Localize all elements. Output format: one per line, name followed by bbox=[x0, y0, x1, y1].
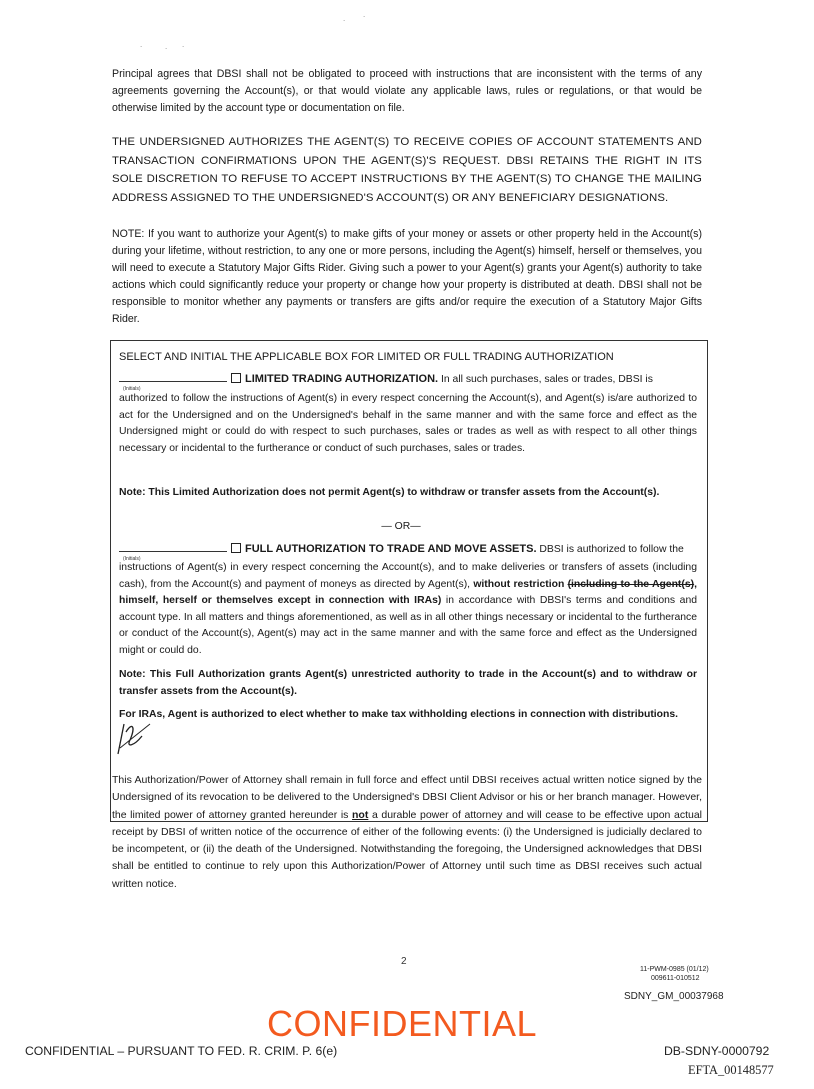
limited-initials-line[interactable] bbox=[119, 371, 227, 382]
footer-confidential-notice: CONFIDENTIAL – PURSUANT TO FED. R. CRIM. P. 6(e) bbox=[25, 1044, 338, 1058]
efta-number: EFTA_00148577 bbox=[688, 1063, 774, 1077]
or-separator: — OR— bbox=[381, 521, 421, 532]
limited-checkbox[interactable] bbox=[231, 373, 241, 383]
ira-note: For IRAs, Agent is authorized to elect whether to make tax withholding elections in connection with distributions. bbox=[119, 709, 679, 720]
principal-paragraph: Principal agrees that DBSI shall not be obligated to proceed with instructions that are inconsistent with the terms of any agreements governing the Account(s), or that would violate any applicable laws, rules or regulations, or that would be otherwise limited by the account type or documentation on file. bbox=[112, 68, 702, 114]
full-text-first: DBSI is authorized to follow the bbox=[539, 544, 684, 555]
limited-authorization-paragraph bbox=[119, 371, 697, 389]
limited-authorization-body: authorized to follow the instructions of Agent(s) in every respect concerning the Account(s), and Agent(s) is/are authorized to act for the Undersigned and on the Undersigned's behalf in the same manner and with the same force and effect as the Undersigned might or could do with respect to such purchases, sales or trades as well as with respect to all other things necessary or incidental to the furtherance or conduct of such purchases, sales or trades. bbox=[119, 393, 697, 454]
full-checkbox[interactable] bbox=[231, 543, 241, 553]
full-initials-label: (Initials) bbox=[123, 556, 141, 562]
handwritten-initials-signature bbox=[112, 718, 162, 758]
final-text-a: This Authorization/Power of Attorney shall remain in full force and effect until DBSI receives actual written notice signed by the Undersigned of its revocation to be delivered to the Undersigned's DBSI Client Advisor or his or her branch manager. However, the limited power of attorney granted hereunder is bbox=[112, 774, 702, 821]
bates-number-sdny: SDNY_GM_00037968 bbox=[624, 991, 724, 1002]
footer-bates-number: DB-SDNY-0000792 bbox=[664, 1044, 770, 1058]
form-sub-code: 009611-010512 bbox=[651, 975, 700, 982]
confidential-stamp: CONFIDENTIAL bbox=[267, 1003, 538, 1044]
full-text-struck: (including to the Agent(s) bbox=[567, 578, 695, 590]
limited-note: Note: This Limited Authorization does not permit Agent(s) to withdraw or transfer assets from the Account(s). bbox=[119, 487, 660, 498]
final-text-b: a durable power of attorney and will cease to be effective upon actual receipt by DBSI of written notice of the occurrence of either of the following events: (i) the Undersigned is judicially declared to be incompetent, or (ii) the death of the Undersigned. Notwithstanding the foregoing, the Undersigned acknowledges that DBSI shall be entitled to continue to rely upon this Authorization/Power of Attorney until such time as DBSI receives such actual written notice. bbox=[112, 808, 703, 890]
gifts-note-paragraph: NOTE: If you want to authorize your Agent(s) to make gifts of your money or assets or other property held in the Account(s) during your lifetime, without restriction, to any one or more persons, including the Agent(s) himself, herself or themselves, you will need to execute a Statutory Major Gifts Rider. Giving such a power to your Agent(s) grants your Agent(s) authority to take actions which could significantly reduce your property or change how your property is distributed at death. DBSI shall not be responsible to monitor whether any payments or transfers are gifts and/or require the execution of a Statutory Major Gifts Rider. bbox=[112, 228, 702, 325]
scan-speck: . bbox=[343, 14, 346, 23]
limited-initials-label: (Initials) bbox=[123, 386, 141, 392]
scan-speck: . bbox=[140, 40, 143, 49]
form-code: 11-PWM-0985 (01/12) bbox=[640, 966, 709, 973]
scan-speck: . bbox=[363, 10, 366, 19]
full-text-exception: , himself, herself or themselves except in connection with IRAs) bbox=[119, 578, 697, 607]
full-text-without-restriction: without restriction bbox=[473, 578, 565, 590]
full-authorization-body bbox=[119, 560, 697, 660]
trading-authorization-box bbox=[110, 340, 708, 822]
full-initials-line[interactable] bbox=[119, 541, 227, 552]
full-authorization-paragraph bbox=[119, 541, 697, 559]
final-paragraph bbox=[112, 772, 702, 893]
full-text-a: instructions of Agent(s) in every respect concerning the Account(s), and to make deliveries or transfers of assets (including cash), from the Account(s) and payment of moneys as directed by Agent(s), bbox=[119, 562, 697, 590]
limited-text-first: In all such purchases, sales or trades, DBSI is bbox=[440, 374, 653, 385]
scan-speck: . bbox=[182, 40, 185, 49]
limited-title: LIMITED TRADING AUTHORIZATION. bbox=[245, 373, 439, 385]
full-text-d: in accordance with DBSI's terms and conditions and account type. In all matters and things aforementioned, as well as in all other things necessary or incidental to the furtherance or conduct of the Account(s), Agent(s) may act in the same manner and with the same force and effect as the Undersigned might or could do. bbox=[119, 595, 697, 656]
box-heading: SELECT AND INITIAL THE APPLICABLE BOX FOR LIMITED OR FULL TRADING AUTHORIZATION bbox=[119, 351, 614, 363]
scan-speck: . bbox=[165, 42, 168, 51]
page-number: 2 bbox=[401, 956, 407, 967]
authorization-caps-paragraph: THE UNDERSIGNED AUTHORIZES THE AGENT(S) TO RECEIVE COPIES OF ACCOUNT STATEMENTS AND TRANSACTION CONFIRMATIONS UPON THE AGENT(S)'S REQUEST. DBSI RETAINS THE RIGHT IN ITS SOLE DISCRETION TO REFUSE TO ACCEPT INSTRUCTIONS BY THE AGENT(S) TO CHANGE THE MAILING ADDRESS ASSIGNED TO THE UNDERSIGNED'S ACCOUNT(S) OR ANY BENEFICIARY DESIGNATIONS. bbox=[112, 136, 702, 204]
final-text-not: not bbox=[352, 808, 369, 821]
full-note: Note: This Full Authorization grants Agent(s) unrestricted authority to trade in the Account(s) and to withdraw or transfer assets from the Account(s). bbox=[119, 669, 697, 697]
full-title: FULL AUTHORIZATION TO TRADE AND MOVE ASSETS. bbox=[245, 543, 537, 555]
